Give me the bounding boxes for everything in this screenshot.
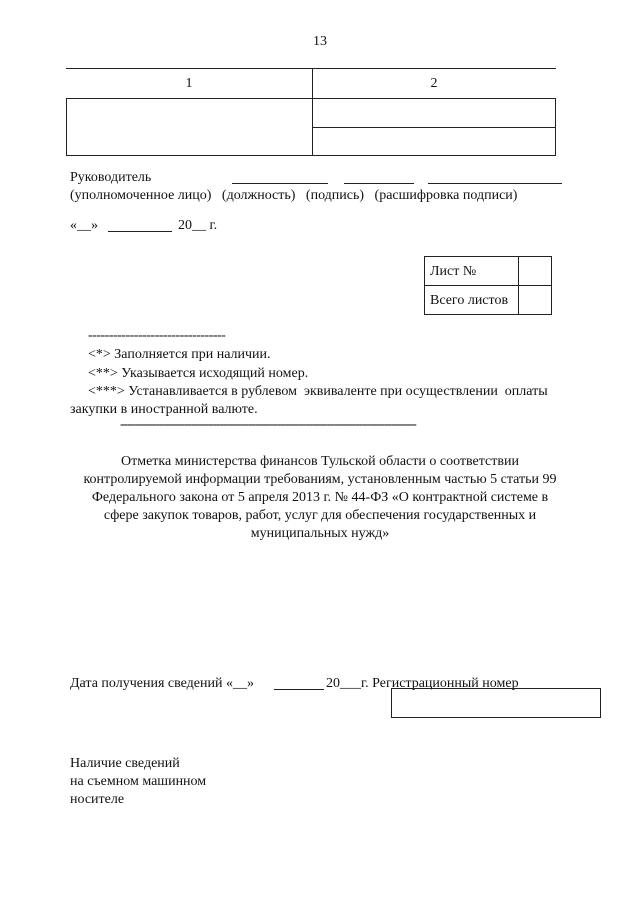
signature-line[interactable] [344, 183, 414, 184]
signature-subline: (уполномоченное лицо) (должность) (подпись) (расшифровка подписи) [70, 188, 518, 203]
sheet-number-value-cell[interactable] [518, 256, 552, 286]
media-line-3: носителе [70, 792, 125, 807]
dashed-separator: ----------------------------------------------------------------------------------- [120, 417, 416, 432]
signature-date-open: «__» [70, 218, 98, 233]
sheet-total-label: Всего листов [430, 293, 509, 308]
footnote-separator: --------------------------------- [88, 328, 226, 343]
receipt-text-b: 20___г. Регистрационный номер [326, 676, 519, 691]
head-label: Руководитель [70, 170, 152, 185]
sheet-total-value-cell[interactable] [518, 285, 552, 315]
signature-date-month-line[interactable] [108, 231, 172, 232]
mark-line-1: Отметка министерства финансов Тульской области о соответствии [121, 454, 519, 469]
table-body-cell-right-bottom[interactable] [312, 127, 556, 156]
footnote-3-line2: закупки в иностранной валюте. [70, 402, 258, 417]
media-line-1: Наличие сведений [70, 756, 180, 771]
sheet-number-label: Лист № [430, 264, 477, 279]
table-body-cell-left[interactable] [66, 98, 313, 156]
mark-line-3: Федерального закона от 5 апреля 2013 г. № 44-ФЗ «О контрактной системе в [91, 490, 549, 505]
receipt-text-a: Дата получения сведений «__» [70, 676, 254, 691]
table-body-cell-right-top[interactable] [312, 98, 556, 128]
page-number: 13 [313, 34, 327, 49]
footnote-1: <*> Заполняется при наличии. [88, 347, 271, 362]
position-line[interactable] [232, 183, 328, 184]
receipt-month-line[interactable] [274, 689, 324, 690]
mark-line-5: муниципальных нужд» [250, 526, 390, 541]
footnote-3-line1: <***> Устанавливается в рублевом эквиваленте при осуществлении оплаты [88, 384, 548, 399]
mark-line-4: сфере закупок товаров, работ, услуг для обеспечения государственных и [103, 508, 537, 523]
footnote-2: <**> Указывается исходящий номер. [88, 366, 309, 381]
registration-number-box[interactable] [391, 688, 601, 718]
table-col1-header: 1 [185, 76, 193, 91]
mark-line-2: контролируемой информации требованиям, установленным частью 5 статьи 99 [83, 472, 557, 487]
media-line-2: на съемном машинном [70, 774, 207, 789]
table-col2-header: 2 [430, 76, 438, 91]
signature-date-year: 20__ г. [178, 218, 218, 233]
name-line[interactable] [428, 183, 562, 184]
